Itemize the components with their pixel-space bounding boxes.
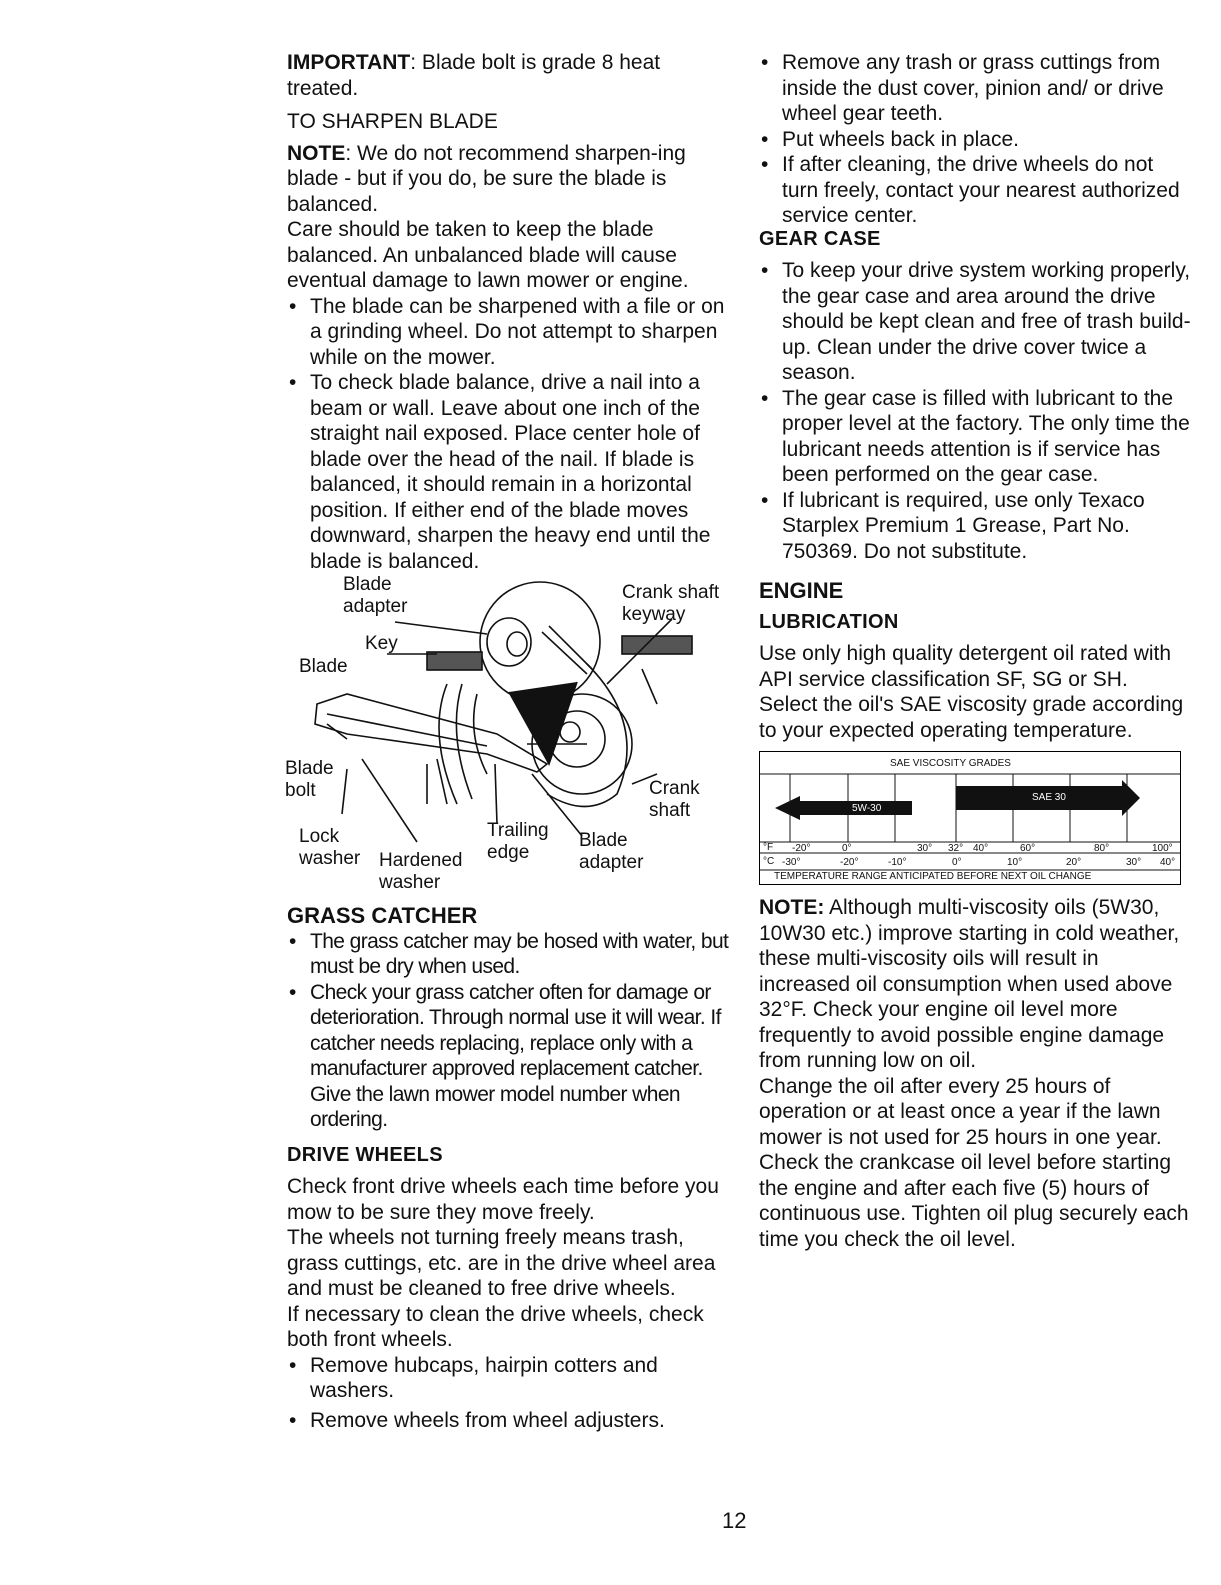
lubrication-heading: LUBRICATION — [759, 610, 899, 633]
label-blade: Blade — [299, 656, 348, 677]
lubrication-paragraph: Use only high quality detergent oil rated with API service classification SF, SG or SH. Select the oil's SAE viscosity grade according to your expected operating temperature. — [759, 642, 1184, 742]
list-item: • Remove hubcaps, hairpin cotters and washers. — [287, 1353, 732, 1404]
right-column — [759, 50, 1191, 1252]
label-trailing-edge: Trailing edge — [487, 820, 549, 863]
gear-case-heading: GEAR CASE — [759, 227, 881, 250]
left-column — [287, 50, 732, 1433]
list-item: • Remove wheels from wheel adjusters. — [287, 1408, 732, 1434]
sharpen-note: NOTE: We do not recommend sharpen-ing blade - but if you do, be sure the blade is balanced. — [287, 141, 686, 216]
grade-sae30-label: SAE 30 — [1032, 792, 1066, 803]
c-tick: -20° — [840, 857, 859, 868]
label-blade-bolt: Blade bolt — [285, 758, 334, 801]
list-item: • If lubricant is required, use only Texaco Starplex Premium 1 Grease, Part No. 750369. Do not substitute. — [759, 488, 1191, 565]
cleaning-bullets — [759, 50, 1191, 229]
sae-chart-drawing — [760, 752, 1180, 883]
label-crank-shaft: Crank shaft — [649, 778, 700, 821]
list-item: • To keep your drive system working properly, the gear case and area around the drive should be kept clean and free of trash build-up. Clean under the drive cover twice a season. — [759, 258, 1191, 386]
f-tick: 100° — [1152, 843, 1173, 854]
list-item: • Check your grass catcher often for damage or deterioration. Through normal use it will wear. If catcher needs replacing, replace only with a manufacturer approved replacement catcher. Give the lawn mower model number when ordering. — [287, 980, 732, 1133]
sae-viscosity-chart — [759, 751, 1181, 885]
oil-check-paragraph: Check the crankcase oil level before starting the engine and after each five (5) hours of continuous use. Tighten oil plug securely each time you check the oil level. — [759, 1151, 1189, 1251]
f-tick: 60° — [1020, 843, 1036, 854]
list-item: • Put wheels back in place. — [759, 127, 1191, 153]
magnifier-circle — [480, 582, 600, 702]
f-tick: 30° — [917, 843, 933, 854]
page-number: 12 — [722, 1508, 747, 1533]
c-tick: 20° — [1066, 857, 1082, 868]
c-tick: 10° — [1007, 857, 1023, 868]
drive-paragraph-3: If necessary to clean the drive wheels, check both front wheels. — [287, 1302, 704, 1351]
sae-chart-footer: TEMPERATURE RANGE ANTICIPATED BEFORE NEXT OIL CHANGE — [774, 871, 1092, 882]
grade-5w30-bar — [775, 796, 912, 820]
label-blade-adapter-top: Blade adapter — [343, 574, 408, 617]
oil-note: NOTE: Although multi-viscosity oils (5W30, 10W30 etc.) improve starting in cold weather, these multi-viscosity oils will result in increased oil consumption when used above 32°F. Check your engine oil level more frequently to avoid possible engine damage from running low on oil. — [759, 896, 1180, 1072]
c-tick: 30° — [1126, 857, 1142, 868]
label-hardened-washer: Hardened washer — [379, 850, 463, 893]
list-item: • To check blade balance, drive a nail into a beam or wall. Leave about one inch of the straight nail exposed. Place center hole of blade over the head of the nail. If blade is balanced, it should remain in a horizontal position. If either end of the blade moves downward, sharpen the heavy end until the blade is balanced. — [287, 370, 732, 574]
label-lock-washer: Lock washer — [299, 826, 361, 869]
c-tick: -30° — [782, 857, 801, 868]
f-tick: 32° — [948, 843, 964, 854]
f-tick: -20° — [792, 843, 811, 854]
c-tick: 40° — [1160, 857, 1176, 868]
important-note: IMPORTANT: Blade bolt is grade 8 heat treated. — [287, 51, 661, 100]
grade-5w30-label: 5W-30 — [852, 803, 882, 814]
fahrenheit-label: °F — [763, 842, 774, 853]
drive-paragraph-2: The wheels not turning freely means trash, grass cuttings, etc. are in the drive wheel area and must be cleaned to free drive wheels. — [287, 1226, 716, 1300]
label-key: Key — [365, 633, 398, 654]
list-item: • Remove any trash or grass cuttings from inside the dust cover, pinion and/ or drive wheel gear teeth. — [759, 50, 1191, 127]
drive-wheels-heading: DRIVE WHEELS — [287, 1143, 443, 1166]
care-paragraph: Care should be taken to keep the blade balanced. An unbalanced blade will cause eventual damage to lawn mower or engine. — [287, 218, 689, 292]
blade-assembly-figure — [287, 574, 732, 899]
f-tick: 40° — [973, 843, 989, 854]
sae-chart-title: SAE VISCOSITY GRADES — [890, 758, 1011, 769]
f-tick: 80° — [1094, 843, 1110, 854]
c-tick: -10° — [888, 857, 907, 868]
list-item: • The gear case is filled with lubricant to the proper level at the factory. The only time the lubricant needs attention is if service has been performed on the gear case. — [759, 386, 1191, 488]
engine-heading: ENGINE — [759, 578, 844, 603]
c-tick: 0° — [952, 857, 962, 868]
list-item: • The grass catcher may be hosed with water, but must be dry when used. — [287, 929, 732, 980]
drive-paragraph-1: Check front drive wheels each time before you mow to be sure they move freely. — [287, 1175, 719, 1224]
sharpen-heading: TO SHARPEN BLADE — [287, 110, 498, 133]
list-item: • The blade can be sharpened with a file or on a grinding wheel. Do not attempt to sharpen while on the mower. — [287, 294, 732, 371]
label-blade-adapter-bottom: Blade adapter — [579, 830, 644, 873]
grass-catcher-bullets — [287, 929, 732, 1133]
label-crank-shaft-keyway: Crank shaft keyway — [622, 582, 720, 625]
f-tick: 0° — [842, 843, 852, 854]
gear-case-bullets — [759, 258, 1191, 564]
grass-catcher-heading: GRASS CATCHER — [287, 903, 478, 928]
drive-bullets — [287, 1353, 732, 1434]
sharpen-bullets — [287, 294, 732, 575]
oil-change-paragraph: Change the oil after every 25 hours of operation or at least once a year if the lawn mower is not used for 25 hours in one year. — [759, 1074, 1162, 1149]
list-item: • If after cleaning, the drive wheels do not turn freely, contact your nearest authorized service center. — [759, 152, 1191, 229]
celsius-label: °C — [763, 856, 775, 867]
